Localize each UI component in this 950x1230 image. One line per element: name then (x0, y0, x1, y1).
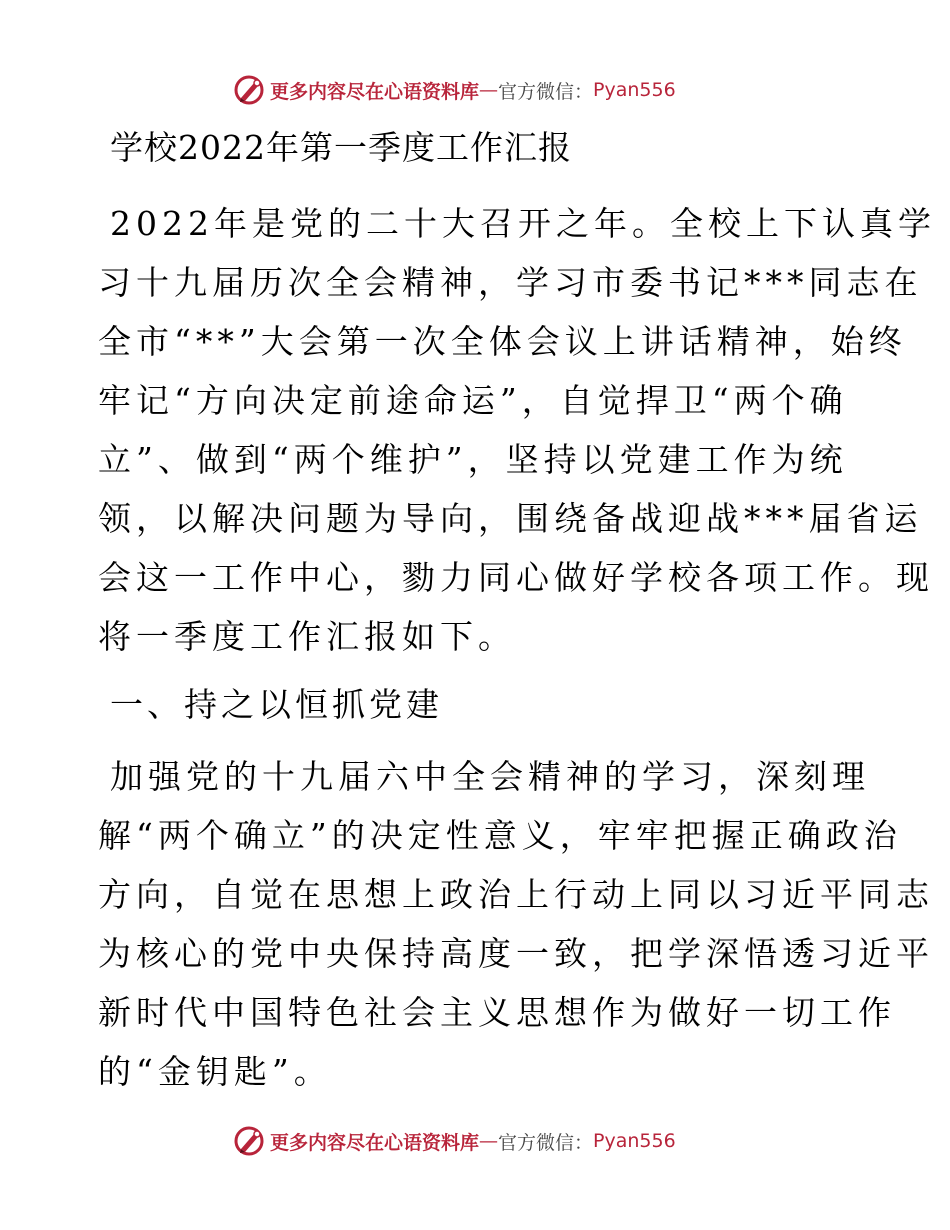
section-heading: 一、持之以恒抓党建 (110, 685, 443, 724)
watermark-label: 官方微信： (498, 80, 594, 103)
section-paragraph (98, 747, 934, 1101)
document-title: 学校2022年第一季度工作汇报 (110, 128, 572, 167)
paragraph-line: 新时代中国特色社会主义思想作为做好一切工作 (98, 993, 896, 1032)
intro-paragraph (98, 194, 936, 666)
watermark-dash: — (479, 1130, 499, 1152)
watermark-label: 官方微信： (498, 1131, 594, 1154)
paragraph-line: 加强党的十九届六中全会精神的学习，深刻理 (110, 757, 870, 796)
paragraph-line: 将一季度工作汇报如下。 (98, 617, 516, 656)
paragraph-line: 解“两个确立”的决定性意义，牢牢把握正确政治 (98, 816, 902, 855)
paragraph-line: 牢记“方向决定前途命运”，自觉捍卫“两个确 (98, 381, 848, 420)
watermark-banner-bottom (232, 1121, 676, 1161)
pen-logo-icon (232, 73, 266, 107)
watermark-id: Pyan556 (593, 1130, 676, 1152)
paragraph-line: 2022年是党的二十大召开之年。全校上下认真学 (110, 204, 936, 243)
watermark-id: Pyan556 (593, 79, 676, 101)
pen-logo-icon (232, 1124, 266, 1158)
watermark-text: 更多内容尽在心语资料库 (270, 1131, 480, 1154)
watermark-text: 更多内容尽在心语资料库 (270, 80, 480, 103)
paragraph-line: 立”、做到“两个维护”，坚持以党建工作为统 (98, 440, 848, 479)
paragraph-line: 全市“**”大会第一次全体会议上讲话精神，始终 (98, 322, 907, 361)
watermark-dash: — (479, 79, 499, 101)
paragraph-line: 方向，自觉在思想上政治上行动上同以习近平同志 (98, 875, 934, 914)
paragraph-line: 会这一工作中心，勠力同心做好学校各项工作。现 (98, 558, 934, 597)
paragraph-line: 领，以解决问题为导向，围绕备战迎战***届省运 (98, 499, 923, 538)
paragraph-line: 习十九届历次全会精神，学习市委书记***同志在 (98, 263, 923, 302)
paragraph-line: 的“金钥匙”。 (98, 1052, 332, 1091)
paragraph-line: 为核心的党中央保持高度一致，把学深悟透习近平 (98, 934, 934, 973)
watermark-banner-top (232, 70, 676, 110)
